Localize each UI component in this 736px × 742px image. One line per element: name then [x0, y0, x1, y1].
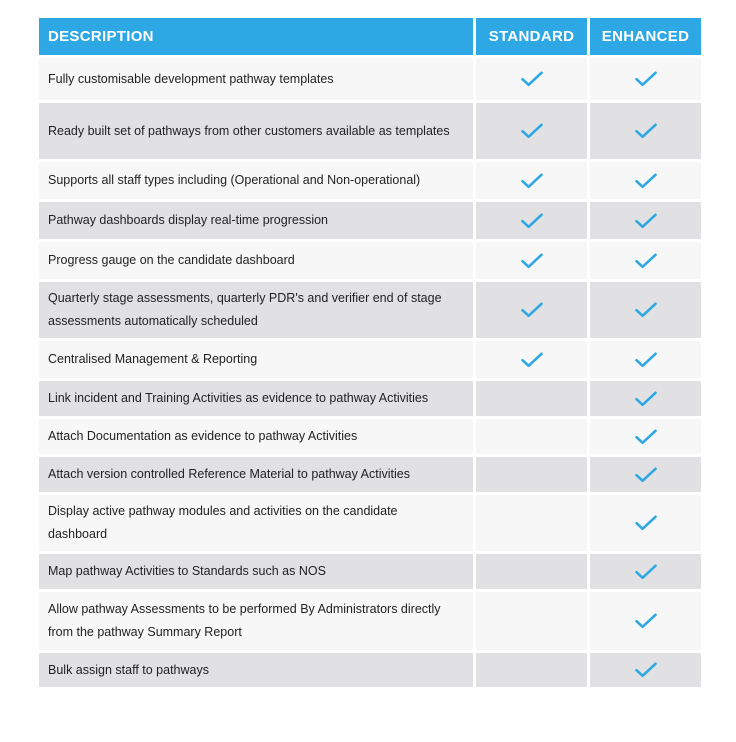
check-icon — [635, 515, 657, 531]
row-standard-cell — [476, 381, 587, 416]
check-icon — [635, 71, 657, 87]
row-enhanced-cell — [590, 419, 701, 454]
row-enhanced-cell — [590, 162, 701, 199]
check-icon — [635, 302, 657, 318]
check-icon — [635, 123, 657, 139]
row-enhanced-cell — [590, 653, 701, 687]
check-icon — [635, 429, 657, 445]
row-description: Ready built set of pathways from other customers available as templates — [39, 103, 473, 159]
check-icon — [635, 173, 657, 189]
row-description: Quarterly stage assessments, quarterly PDR's and verifier end of stage assessments automatically scheduled — [39, 282, 473, 338]
row-standard-cell — [476, 653, 587, 687]
row-description: Pathway dashboards display real-time progression — [39, 202, 473, 239]
feature-comparison-table — [39, 18, 700, 687]
row-description: Attach version controlled Reference Material to pathway Activities — [39, 457, 473, 492]
row-standard-cell — [476, 592, 587, 650]
check-icon — [635, 613, 657, 629]
row-description: Display active pathway modules and activities on the candidate dashboard — [39, 495, 473, 551]
row-description: Supports all staff types including (Operational and Non-operational) — [39, 162, 473, 199]
row-enhanced-cell — [590, 457, 701, 492]
row-standard-cell — [476, 457, 587, 492]
row-description: Link incident and Training Activities as evidence to pathway Activities — [39, 381, 473, 416]
row-enhanced-cell — [590, 554, 701, 589]
row-enhanced-cell — [590, 592, 701, 650]
check-icon — [635, 467, 657, 483]
row-enhanced-cell — [590, 103, 701, 159]
row-enhanced-cell — [590, 381, 701, 416]
row-standard-cell — [476, 419, 587, 454]
row-description: Map pathway Activities to Standards such as NOS — [39, 554, 473, 589]
row-enhanced-cell — [590, 242, 701, 279]
row-description: Bulk assign staff to pathways — [39, 653, 473, 687]
row-description: Progress gauge on the candidate dashboard — [39, 242, 473, 279]
header-description: DESCRIPTION — [39, 18, 473, 55]
header-standard: STANDARD — [476, 18, 587, 55]
row-standard-cell — [476, 162, 587, 199]
row-standard-cell — [476, 341, 587, 378]
row-enhanced-cell — [590, 202, 701, 239]
row-standard-cell — [476, 282, 587, 338]
check-icon — [521, 213, 543, 229]
check-icon — [521, 302, 543, 318]
row-description: Attach Documentation as evidence to pathway Activities — [39, 419, 473, 454]
row-standard-cell — [476, 495, 587, 551]
row-enhanced-cell — [590, 282, 701, 338]
check-icon — [521, 253, 543, 269]
row-standard-cell — [476, 554, 587, 589]
header-enhanced: ENHANCED — [590, 18, 701, 55]
row-standard-cell — [476, 58, 587, 100]
row-description: Fully customisable development pathway templates — [39, 58, 473, 100]
row-standard-cell — [476, 242, 587, 279]
check-icon — [635, 662, 657, 678]
check-icon — [635, 564, 657, 580]
row-standard-cell — [476, 202, 587, 239]
check-icon — [521, 352, 543, 368]
check-icon — [635, 253, 657, 269]
row-enhanced-cell — [590, 58, 701, 100]
check-icon — [635, 213, 657, 229]
check-icon — [635, 391, 657, 407]
check-icon — [635, 352, 657, 368]
row-description: Centralised Management & Reporting — [39, 341, 473, 378]
check-icon — [521, 123, 543, 139]
check-icon — [521, 71, 543, 87]
row-description: Allow pathway Assessments to be performed By Administrators directly from the pathway Summary Report — [39, 592, 473, 650]
check-icon — [521, 173, 543, 189]
row-enhanced-cell — [590, 341, 701, 378]
row-standard-cell — [476, 103, 587, 159]
row-enhanced-cell — [590, 495, 701, 551]
